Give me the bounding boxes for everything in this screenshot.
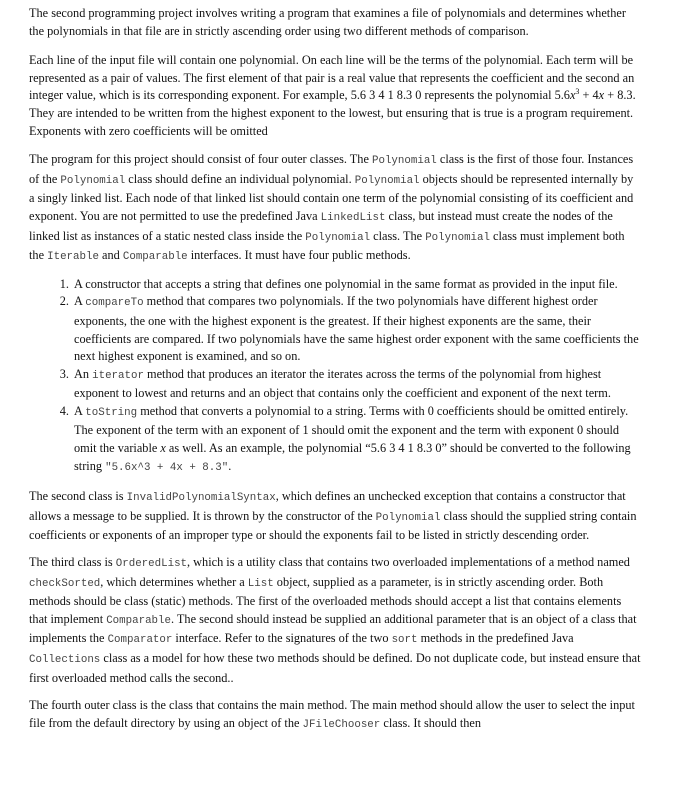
text-run: A [74,403,86,418]
text-run: class must implement both the [29,228,625,263]
text-run: as well. As an example, the polynomial “5.6 3 4 1 8.3 0” should be converted to the following string [74,441,631,473]
text-run: , which defines an unchecked exception that contains a constructor that allows a message to be supplied. It is thrown by the constructor of the [29,489,626,523]
paragraph-input-format [29,52,641,140]
list-item-compareto [72,293,641,365]
code-term: checkSorted [29,577,101,590]
variable-x: x [569,88,576,103]
code-term: Collections [29,654,101,666]
paragraph-intro [29,5,641,40]
text-run: method that converts a polynomial to a string. Terms with 0 coefficients should be omitted entirely. The exponent of the term with an exponent of 1 should omit the exponent and the term with exponent 0 should omit the variable [74,403,629,456]
code-term: Polynomial [60,174,126,187]
text-run: interface. Refer to the signatures of the two [172,631,392,646]
code-term: sort [391,634,418,647]
code-term: Iterable [47,251,99,264]
text-run: methods in the predefined Java [417,631,574,646]
list-item-iterator [72,366,641,403]
list-item-constructor [72,276,641,294]
text-run: , which determines whether a [100,574,248,589]
text-run: class, but instead must create the nodes of the linked list as instances of a static nested class inside the [29,208,613,243]
code-term: compareTo [85,297,144,310]
code-term: OrderedList [115,558,188,571]
text-run: class should define an individual polynomial. [125,171,355,186]
exponent-superscript: 3 [575,87,580,97]
code-term: Polynomial [375,511,441,524]
code-term: List [247,577,274,590]
text-run: method that compares two polynomials. If the two polynomials have different highest order exponents, the one with the highest exponent is the greatest. If their highest exponents are the same, their coefficients are compared. If two polynomials have the same highest order exponent with the same coefficients the next highest exponent is examined, and so on. [74,294,639,364]
text-run: objects should be represented internally by a singly linked list. Each node of that linked list should contain one term of the polynomial consisting of its coefficient and exponent. You are not permitted to use the predefined Java [29,171,634,223]
text-run: The third class is [29,555,116,570]
text-run: class is the first of those four. Instances of the [29,152,634,186]
code-term: Polynomial [354,174,420,187]
text-run: The second class is [29,489,127,504]
code-term: "5.6x^3 + 4x + 8.3" [105,461,229,474]
text-run: The fourth outer class is the class that contains the main method. The main method should allow the user to select the input file from the default directory by using an object of the [29,698,635,730]
paragraph-orderedlist-class [29,554,641,687]
document-page [29,5,641,745]
paragraph-polynomial-class [29,151,641,267]
paragraph-exception-class [29,488,641,545]
text-run: class as a model for how these two methods should be defined. Do not duplicate code, but instead ensure that first overloaded method calls the second.. [29,651,641,685]
text-run: The second programming project involves writing a program that examines a file of polynomials and determines whether the polynomials in that file are in strictly ascending order using two different methods of comparison. [29,6,626,38]
text-run: The program for this project should consist of four outer classes. The [29,152,372,167]
code-term: toString [85,406,138,419]
code-term: Comparator [107,634,173,647]
methods-list [29,276,641,478]
text-run: + 8.3. They are intended to be written from the highest exponent to the lowest, but ensuring that is true is a program requirement. Exponents with zero coefficients will be omitted [29,88,636,138]
text-run: and [98,248,123,263]
variable-x: x [598,88,605,103]
text-run: method that produces an iterator the iterates across the terms of the polynomial from highest exponent to lowest and returns and an object that contains only the coefficient and exponent of the next term. [74,366,611,401]
text-run: + 4 [579,88,599,103]
code-term: InvalidPolynomialSyntax [126,492,276,505]
text-run: interfaces. It must have four public methods. [187,248,411,263]
text-run: An [74,366,93,381]
text-run: A [74,294,86,309]
variable-x: x [160,441,166,456]
code-term: iterator [92,369,144,382]
code-term: Comparable [122,251,188,264]
code-term: Polynomial [305,231,371,244]
paragraph-main-class [29,697,641,734]
text-run: class. The [370,228,426,243]
text-run: class. It should then [380,715,482,730]
text-run: Each line of the input file will contain one polynomial. On each line will be the terms of the polynomial. Each term will be represented as a pair of values. The first element of that pair is a real value that represents the coefficient and the second an integer value, which is its corresponding exponent. For example, 5.6 3 4 1 8.3 0 represents the polynomial 5.6 [29,53,635,103]
text-run: object, supplied as a parameter, is in strictly ascending order. Both methods should be class (static) methods. The first of the overloaded methods should accept a list that contains elements that implement [29,574,622,626]
text-run: class should the supplied string contain coefficients or exponents of an improper type or should the exponents fail to be listed in strictly descending order. [29,508,637,543]
code-term: Polynomial [371,155,437,168]
list-item-tostring [72,403,641,477]
text-run: . [228,458,232,473]
code-term: LinkedList [320,211,386,224]
text-run: . The second should instead be supplied an additional parameter that is an object of a class that implements the [29,611,637,646]
text-run: A constructor that accepts a string that defines one polynomial in the same format as provided in the input file. [74,276,618,291]
text-run: , which is a utility class that contains two overloaded implementations of a method named [187,555,630,570]
code-term: Comparable [106,614,171,627]
code-term: Polynomial [425,231,490,244]
code-term: JFileChooser [302,718,381,731]
